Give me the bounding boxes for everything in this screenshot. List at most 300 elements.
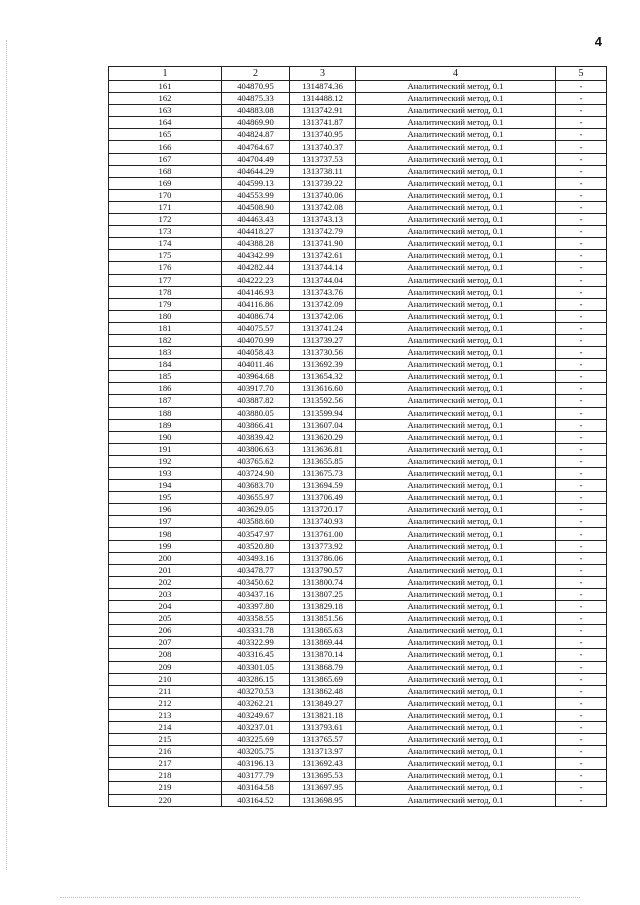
x-coordinate-cell: 404463.43 (222, 214, 290, 226)
x-coordinate-cell: 403839.42 (222, 431, 290, 443)
y-coordinate-cell: 1313692.43 (290, 758, 356, 770)
y-coordinate-cell: 1313742.08 (290, 201, 356, 213)
note-cell: - (556, 564, 607, 576)
note-cell: - (556, 685, 607, 697)
x-coordinate-cell: 404883.08 (222, 105, 290, 117)
note-cell: - (556, 516, 607, 528)
x-coordinate-cell: 403249.67 (222, 709, 290, 721)
note-cell: - (556, 189, 607, 201)
point-number-cell: 187 (109, 395, 222, 407)
point-number-cell: 193 (109, 468, 222, 480)
method-cell: Аналитический метод, 0.1 (356, 576, 556, 588)
method-cell: Аналитический метод, 0.1 (356, 455, 556, 467)
point-number-cell: 176 (109, 262, 222, 274)
note-cell: - (556, 625, 607, 637)
x-coordinate-cell: 404644.29 (222, 165, 290, 177)
x-coordinate-cell: 403301.05 (222, 661, 290, 673)
table-row (109, 298, 607, 310)
table-row (109, 528, 607, 540)
note-cell: - (556, 637, 607, 649)
y-coordinate-cell: 1313744.04 (290, 274, 356, 286)
point-number-cell: 161 (109, 81, 222, 93)
y-coordinate-cell: 1314488.12 (290, 93, 356, 105)
y-coordinate-cell: 1313742.06 (290, 310, 356, 322)
scan-edge-mark (6, 40, 8, 870)
table-row (109, 238, 607, 250)
method-cell: Аналитический метод, 0.1 (356, 770, 556, 782)
x-coordinate-cell: 403316.45 (222, 649, 290, 661)
method-cell: Аналитический метод, 0.1 (356, 564, 556, 576)
point-number-cell: 167 (109, 153, 222, 165)
table-row (109, 371, 607, 383)
note-cell: - (556, 709, 607, 721)
note-cell: - (556, 201, 607, 213)
y-coordinate-cell: 1313620.29 (290, 431, 356, 443)
point-number-cell: 162 (109, 93, 222, 105)
table-row (109, 661, 607, 673)
method-cell: Аналитический метод, 0.1 (356, 189, 556, 201)
x-coordinate-cell: 404418.27 (222, 226, 290, 238)
x-coordinate-cell: 403655.97 (222, 492, 290, 504)
point-number-cell: 208 (109, 649, 222, 661)
method-cell: Аналитический метод, 0.1 (356, 746, 556, 758)
x-coordinate-cell: 403880.05 (222, 407, 290, 419)
method-cell: Аналитический метод, 0.1 (356, 528, 556, 540)
note-cell: - (556, 540, 607, 552)
method-cell: Аналитический метод, 0.1 (356, 165, 556, 177)
table-row (109, 383, 607, 395)
note-cell: - (556, 697, 607, 709)
point-number-cell: 166 (109, 141, 222, 153)
table-row (109, 697, 607, 709)
point-number-cell: 164 (109, 117, 222, 129)
table-row (109, 613, 607, 625)
table-row (109, 721, 607, 733)
point-number-cell: 171 (109, 201, 222, 213)
note-cell: - (556, 214, 607, 226)
method-cell: Аналитический метод, 0.1 (356, 226, 556, 238)
point-number-cell: 200 (109, 552, 222, 564)
note-cell: - (556, 262, 607, 274)
x-coordinate-cell: 403724.90 (222, 468, 290, 480)
method-cell: Аналитический метод, 0.1 (356, 758, 556, 770)
y-coordinate-cell: 1313761.00 (290, 528, 356, 540)
note-cell: - (556, 141, 607, 153)
point-number-cell: 209 (109, 661, 222, 673)
x-coordinate-cell: 404704.49 (222, 153, 290, 165)
method-cell: Аналитический метод, 0.1 (356, 697, 556, 709)
note-cell: - (556, 359, 607, 371)
note-cell: - (556, 177, 607, 189)
x-coordinate-cell: 403164.58 (222, 782, 290, 794)
x-coordinate-cell: 403547.97 (222, 528, 290, 540)
y-coordinate-cell: 1313742.09 (290, 298, 356, 310)
note-cell: - (556, 588, 607, 600)
method-cell: Аналитический метод, 0.1 (356, 153, 556, 165)
table-row (109, 310, 607, 322)
y-coordinate-cell: 1313740.93 (290, 516, 356, 528)
point-number-cell: 188 (109, 407, 222, 419)
y-coordinate-cell: 1313697.95 (290, 782, 356, 794)
table-row (109, 480, 607, 492)
method-cell: Аналитический метод, 0.1 (356, 661, 556, 673)
x-coordinate-cell: 403164.52 (222, 794, 290, 806)
note-cell: - (556, 129, 607, 141)
point-number-cell: 174 (109, 238, 222, 250)
table-header-row (109, 67, 607, 81)
table-row (109, 129, 607, 141)
table-row (109, 286, 607, 298)
x-coordinate-cell: 404388.28 (222, 238, 290, 250)
table-row (109, 794, 607, 806)
table-row (109, 322, 607, 334)
method-cell: Аналитический метод, 0.1 (356, 322, 556, 334)
method-cell: Аналитический метод, 0.1 (356, 794, 556, 806)
table-row (109, 407, 607, 419)
table-row (109, 443, 607, 455)
table-row (109, 153, 607, 165)
note-cell: - (556, 492, 607, 504)
point-number-cell: 172 (109, 214, 222, 226)
x-coordinate-cell: 403765.62 (222, 455, 290, 467)
method-cell: Аналитический метод, 0.1 (356, 129, 556, 141)
method-cell: Аналитический метод, 0.1 (356, 286, 556, 298)
y-coordinate-cell: 1313829.18 (290, 601, 356, 613)
y-coordinate-cell: 1313706.49 (290, 492, 356, 504)
x-coordinate-cell: 404086.74 (222, 310, 290, 322)
note-cell: - (556, 93, 607, 105)
method-cell: Аналитический метод, 0.1 (356, 516, 556, 528)
point-number-cell: 169 (109, 177, 222, 189)
note-cell: - (556, 504, 607, 516)
y-coordinate-cell: 1313740.06 (290, 189, 356, 201)
x-coordinate-cell: 404824.87 (222, 129, 290, 141)
point-number-cell: 165 (109, 129, 222, 141)
x-coordinate-cell: 403237.01 (222, 721, 290, 733)
point-number-cell: 215 (109, 734, 222, 746)
table-row (109, 250, 607, 262)
y-coordinate-cell: 1313742.79 (290, 226, 356, 238)
header-col-3: 3 (290, 67, 356, 81)
method-cell: Аналитический метод, 0.1 (356, 250, 556, 262)
header-col-4: 4 (356, 67, 556, 81)
point-number-cell: 180 (109, 310, 222, 322)
note-cell: - (556, 673, 607, 685)
point-number-cell: 195 (109, 492, 222, 504)
y-coordinate-cell: 1313865.63 (290, 625, 356, 637)
method-cell: Аналитический метод, 0.1 (356, 540, 556, 552)
y-coordinate-cell: 1313741.24 (290, 322, 356, 334)
method-cell: Аналитический метод, 0.1 (356, 492, 556, 504)
note-cell: - (556, 480, 607, 492)
note-cell: - (556, 334, 607, 346)
x-coordinate-cell: 404282.44 (222, 262, 290, 274)
note-cell: - (556, 81, 607, 93)
y-coordinate-cell: 1313765.57 (290, 734, 356, 746)
y-coordinate-cell: 1313807.25 (290, 588, 356, 600)
table-row (109, 685, 607, 697)
method-cell: Аналитический метод, 0.1 (356, 105, 556, 117)
point-number-cell: 197 (109, 516, 222, 528)
y-coordinate-cell: 1314874.36 (290, 81, 356, 93)
y-coordinate-cell: 1313790.57 (290, 564, 356, 576)
y-coordinate-cell: 1313713.97 (290, 746, 356, 758)
point-number-cell: 183 (109, 347, 222, 359)
table-row (109, 359, 607, 371)
x-coordinate-cell: 404869.90 (222, 117, 290, 129)
x-coordinate-cell: 404553.99 (222, 189, 290, 201)
point-number-cell: 212 (109, 697, 222, 709)
y-coordinate-cell: 1313793.61 (290, 721, 356, 733)
scan-bottom-mark (60, 897, 580, 899)
method-cell: Аналитический метод, 0.1 (356, 419, 556, 431)
y-coordinate-cell: 1313740.37 (290, 141, 356, 153)
method-cell: Аналитический метод, 0.1 (356, 262, 556, 274)
x-coordinate-cell: 403331.78 (222, 625, 290, 637)
coordinates-table (108, 66, 607, 807)
method-cell: Аналитический метод, 0.1 (356, 141, 556, 153)
x-coordinate-cell: 403450.62 (222, 576, 290, 588)
note-cell: - (556, 298, 607, 310)
y-coordinate-cell: 1313739.27 (290, 334, 356, 346)
note-cell: - (556, 117, 607, 129)
point-number-cell: 211 (109, 685, 222, 697)
note-cell: - (556, 165, 607, 177)
point-number-cell: 214 (109, 721, 222, 733)
x-coordinate-cell: 403478.77 (222, 564, 290, 576)
page-number: 4 (594, 34, 602, 49)
method-cell: Аналитический метод, 0.1 (356, 334, 556, 346)
y-coordinate-cell: 1313739.22 (290, 177, 356, 189)
table-row (109, 770, 607, 782)
note-cell: - (556, 468, 607, 480)
x-coordinate-cell: 403629.05 (222, 504, 290, 516)
y-coordinate-cell: 1313743.76 (290, 286, 356, 298)
point-number-cell: 190 (109, 431, 222, 443)
x-coordinate-cell: 403887.82 (222, 395, 290, 407)
point-number-cell: 202 (109, 576, 222, 588)
y-coordinate-cell: 1313599.94 (290, 407, 356, 419)
table-row (109, 81, 607, 93)
x-coordinate-cell: 404070.99 (222, 334, 290, 346)
y-coordinate-cell: 1313741.90 (290, 238, 356, 250)
point-number-cell: 203 (109, 588, 222, 600)
method-cell: Аналитический метод, 0.1 (356, 177, 556, 189)
x-coordinate-cell: 403286.15 (222, 673, 290, 685)
method-cell: Аналитический метод, 0.1 (356, 552, 556, 564)
y-coordinate-cell: 1313865.69 (290, 673, 356, 685)
table-row (109, 347, 607, 359)
table-row (109, 504, 607, 516)
y-coordinate-cell: 1313862.48 (290, 685, 356, 697)
y-coordinate-cell: 1313592.56 (290, 395, 356, 407)
method-cell: Аналитический метод, 0.1 (356, 81, 556, 93)
x-coordinate-cell: 403588.60 (222, 516, 290, 528)
y-coordinate-cell: 1313694.59 (290, 480, 356, 492)
point-number-cell: 177 (109, 274, 222, 286)
x-coordinate-cell: 404146.93 (222, 286, 290, 298)
table-row (109, 165, 607, 177)
x-coordinate-cell: 403205.75 (222, 746, 290, 758)
x-coordinate-cell: 404764.67 (222, 141, 290, 153)
x-coordinate-cell: 404116.86 (222, 298, 290, 310)
x-coordinate-cell: 403358.55 (222, 613, 290, 625)
note-cell: - (556, 528, 607, 540)
table-row (109, 468, 607, 480)
method-cell: Аналитический метод, 0.1 (356, 347, 556, 359)
note-cell: - (556, 443, 607, 455)
header-col-5: 5 (556, 67, 607, 81)
table-row (109, 746, 607, 758)
point-number-cell: 216 (109, 746, 222, 758)
y-coordinate-cell: 1313869.44 (290, 637, 356, 649)
point-number-cell: 182 (109, 334, 222, 346)
x-coordinate-cell: 403493.16 (222, 552, 290, 564)
x-coordinate-cell: 403270.53 (222, 685, 290, 697)
note-cell: - (556, 661, 607, 673)
table-row (109, 516, 607, 528)
point-number-cell: 189 (109, 419, 222, 431)
table-row (109, 492, 607, 504)
method-cell: Аналитический метод, 0.1 (356, 613, 556, 625)
y-coordinate-cell: 1313730.56 (290, 347, 356, 359)
x-coordinate-cell: 403196.13 (222, 758, 290, 770)
method-cell: Аналитический метод, 0.1 (356, 782, 556, 794)
table-row (109, 649, 607, 661)
y-coordinate-cell: 1313655.85 (290, 455, 356, 467)
y-coordinate-cell: 1313851.56 (290, 613, 356, 625)
x-coordinate-cell: 404222.23 (222, 274, 290, 286)
point-number-cell: 191 (109, 443, 222, 455)
point-number-cell: 194 (109, 480, 222, 492)
note-cell: - (556, 721, 607, 733)
y-coordinate-cell: 1313786.06 (290, 552, 356, 564)
x-coordinate-cell: 403683.70 (222, 480, 290, 492)
point-number-cell: 219 (109, 782, 222, 794)
table-row (109, 141, 607, 153)
point-number-cell: 185 (109, 371, 222, 383)
point-number-cell: 213 (109, 709, 222, 721)
method-cell: Аналитический метод, 0.1 (356, 117, 556, 129)
note-cell: - (556, 734, 607, 746)
coordinates-table-container (108, 66, 606, 807)
note-cell: - (556, 347, 607, 359)
table-row (109, 540, 607, 552)
table-row (109, 758, 607, 770)
note-cell: - (556, 782, 607, 794)
note-cell: - (556, 250, 607, 262)
point-number-cell: 181 (109, 322, 222, 334)
method-cell: Аналитический метод, 0.1 (356, 359, 556, 371)
table-row (109, 637, 607, 649)
point-number-cell: 184 (109, 359, 222, 371)
point-number-cell: 163 (109, 105, 222, 117)
point-number-cell: 192 (109, 455, 222, 467)
point-number-cell: 175 (109, 250, 222, 262)
note-cell: - (556, 105, 607, 117)
y-coordinate-cell: 1313742.91 (290, 105, 356, 117)
x-coordinate-cell: 403322.99 (222, 637, 290, 649)
x-coordinate-cell: 404875.33 (222, 93, 290, 105)
note-cell: - (556, 371, 607, 383)
x-coordinate-cell: 403917.70 (222, 383, 290, 395)
point-number-cell: 173 (109, 226, 222, 238)
y-coordinate-cell: 1313692.39 (290, 359, 356, 371)
point-number-cell: 201 (109, 564, 222, 576)
y-coordinate-cell: 1313800.74 (290, 576, 356, 588)
y-coordinate-cell: 1313740.95 (290, 129, 356, 141)
method-cell: Аналитический метод, 0.1 (356, 298, 556, 310)
method-cell: Аналитический метод, 0.1 (356, 734, 556, 746)
point-number-cell: 186 (109, 383, 222, 395)
x-coordinate-cell: 403262.21 (222, 697, 290, 709)
method-cell: Аналитический метод, 0.1 (356, 601, 556, 613)
method-cell: Аналитический метод, 0.1 (356, 310, 556, 322)
method-cell: Аналитический метод, 0.1 (356, 371, 556, 383)
x-coordinate-cell: 404508.90 (222, 201, 290, 213)
method-cell: Аналитический метод, 0.1 (356, 201, 556, 213)
table-row (109, 93, 607, 105)
table-row (109, 189, 607, 201)
table-row (109, 625, 607, 637)
note-cell: - (556, 383, 607, 395)
table-row (109, 226, 607, 238)
header-col-1: 1 (109, 67, 222, 81)
table-row (109, 673, 607, 685)
point-number-cell: 206 (109, 625, 222, 637)
note-cell: - (556, 153, 607, 165)
table-row (109, 177, 607, 189)
note-cell: - (556, 601, 607, 613)
y-coordinate-cell: 1313742.61 (290, 250, 356, 262)
y-coordinate-cell: 1313743.13 (290, 214, 356, 226)
method-cell: Аналитический метод, 0.1 (356, 673, 556, 685)
table-row (109, 782, 607, 794)
point-number-cell: 170 (109, 189, 222, 201)
note-cell: - (556, 455, 607, 467)
note-cell: - (556, 746, 607, 758)
method-cell: Аналитический метод, 0.1 (356, 274, 556, 286)
note-cell: - (556, 613, 607, 625)
table-body (109, 81, 607, 807)
table-row (109, 201, 607, 213)
method-cell: Аналитический метод, 0.1 (356, 395, 556, 407)
note-cell: - (556, 419, 607, 431)
method-cell: Аналитический метод, 0.1 (356, 480, 556, 492)
table-row (109, 214, 607, 226)
table-row (109, 431, 607, 443)
x-coordinate-cell: 403806.63 (222, 443, 290, 455)
table-row (109, 601, 607, 613)
method-cell: Аналитический метод, 0.1 (356, 407, 556, 419)
y-coordinate-cell: 1313654.32 (290, 371, 356, 383)
point-number-cell: 217 (109, 758, 222, 770)
y-coordinate-cell: 1313607.04 (290, 419, 356, 431)
x-coordinate-cell: 404058.43 (222, 347, 290, 359)
point-number-cell: 198 (109, 528, 222, 540)
table-row (109, 564, 607, 576)
method-cell: Аналитический метод, 0.1 (356, 431, 556, 443)
x-coordinate-cell: 403437.16 (222, 588, 290, 600)
y-coordinate-cell: 1313636.81 (290, 443, 356, 455)
y-coordinate-cell: 1313616.60 (290, 383, 356, 395)
note-cell: - (556, 431, 607, 443)
y-coordinate-cell: 1313773.92 (290, 540, 356, 552)
point-number-cell: 220 (109, 794, 222, 806)
y-coordinate-cell: 1313675.73 (290, 468, 356, 480)
note-cell: - (556, 770, 607, 782)
note-cell: - (556, 286, 607, 298)
